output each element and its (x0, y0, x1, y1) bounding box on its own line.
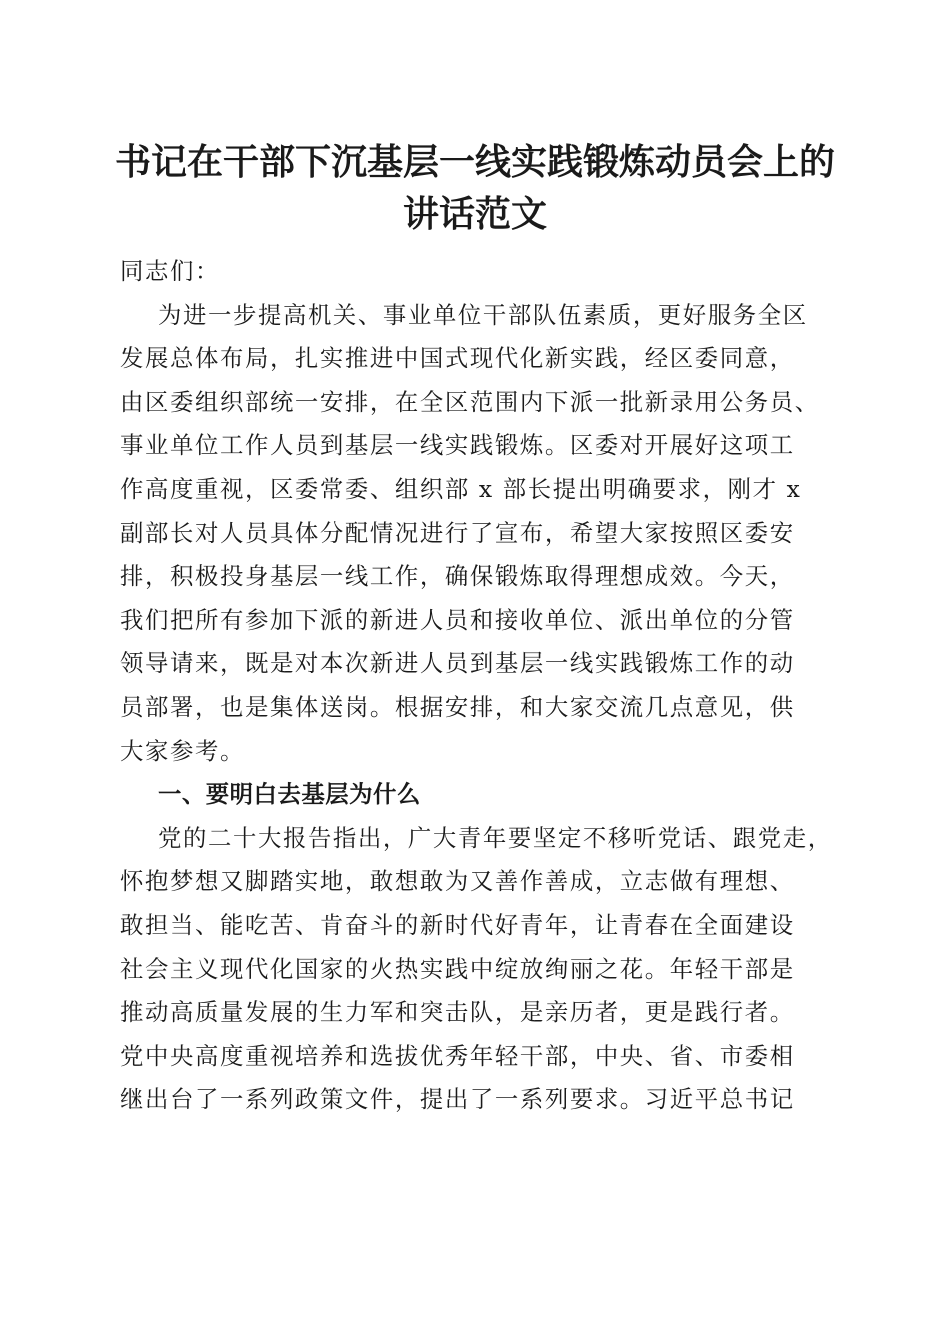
title-line-2: 讲话范文 (402, 193, 547, 235)
paragraph-1 (120, 294, 832, 774)
paragraph-line: 怀抱梦想又脚踏实地，敢想敢为又善作善成，立志做有理想、 (120, 867, 795, 896)
paragraph-line: 领导请来，既是对本次新进人员到基层一线实践锻炼工作的动 (120, 649, 795, 678)
paragraph-line: 事业单位工作人员到基层一线实践锻炼。区委对开展好这项工 (120, 431, 795, 460)
paragraph-line: 我们把所有参加下派的新进人员和接收单位、派出单位的分管 (120, 605, 795, 634)
paragraph-line: 党的二十大报告指出，广大青年要坚定不移听党话、跟党走， (158, 823, 833, 852)
paragraph-2 (120, 817, 832, 1122)
paragraph-line: 副部长对人员具体分配情况进行了宣布，希望大家按照区委安 (120, 518, 795, 547)
paragraph-line: 推动高质量发展的生力军和突击队，是亲历者，更是践行者。 (120, 998, 795, 1027)
paragraph-line: 大家参考。 (120, 736, 245, 765)
document-title (100, 136, 850, 240)
paragraph-line: 员部署，也是集体送岗。根据安排，和大家交流几点意见，供 (120, 692, 795, 721)
paragraph-line: 由区委组织部统一安排，在全区范围内下派一批新录用公务员、 (120, 387, 820, 416)
section-heading-1: 一、要明白去基层为什么 (158, 780, 421, 809)
paragraph-line: 敢担当、能吃苦、肯奋斗的新时代好青年，让青春在全面建设 (120, 910, 795, 939)
paragraph-line: 作高度重视，区委常委、组织部 x 部长提出明确要求，刚才 x (120, 474, 802, 503)
paragraph-line: 发展总体布局，扎实推进中国式现代化新实践，经区委同意， (120, 344, 795, 373)
salutation: 同志们： (120, 257, 220, 285)
paragraph-line: 党中央高度重视培养和选拔优秀年轻干部，中央、省、市委相 (120, 1041, 795, 1070)
paragraph-line: 继出台了一系列政策文件，提出了一系列要求。习近平总书记 (120, 1085, 795, 1114)
paragraph-line: 为进一步提高机关、事业单位干部队伍素质，更好服务全区 (158, 300, 808, 329)
paragraph-line: 社会主义现代化国家的火热实践中绽放绚丽之花。年轻干部是 (120, 954, 795, 983)
title-line-1: 书记在干部下沉基层一线实践锻炼动员会上的 (114, 141, 835, 183)
paragraph-line: 排，积极投身基层一线工作，确保锻炼取得理想成效。今天， (120, 562, 795, 591)
document-body (120, 250, 832, 1122)
